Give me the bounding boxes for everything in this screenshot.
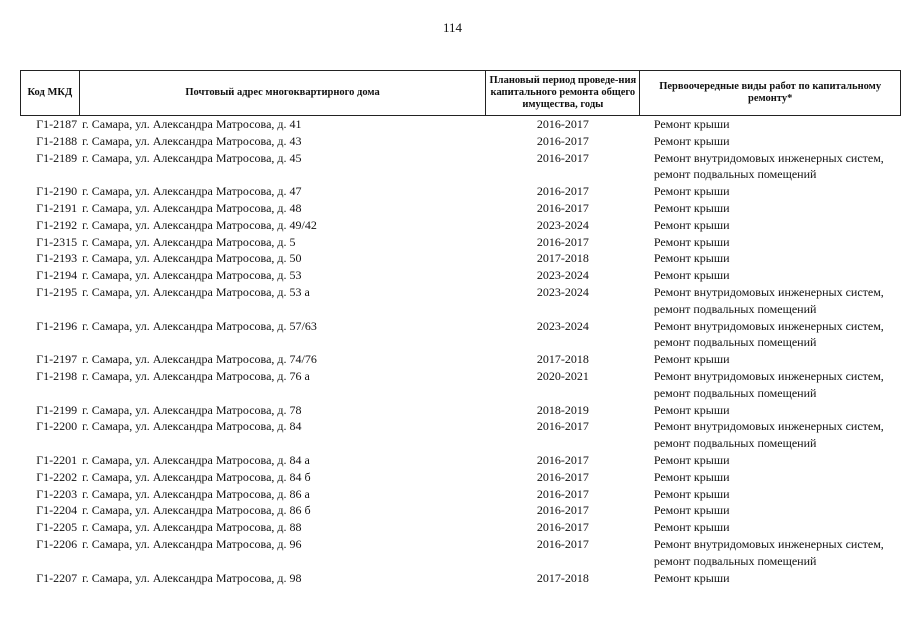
address-cell: г. Самара, ул. Александра Матросова, д. 41	[82, 117, 302, 131]
header-period: Плановый период проведе-ния капитального ремонта общего имущества, годы	[486, 71, 640, 116]
mkd-code-cell: Г1-2194	[36, 268, 78, 283]
works-line: Ремонт крыши	[653, 570, 730, 585]
mkd-code-cell: Г1-2202	[36, 469, 78, 484]
works-line: Ремонт крыши	[653, 133, 730, 148]
works-line: Ремонт крыши	[653, 486, 730, 501]
works-cell	[640, 200, 901, 217]
period-cell: 2016-2017	[536, 503, 589, 518]
address-cell: г. Самара, ул. Александра Матросова, д. 78	[82, 402, 302, 417]
page-number: 114	[442, 20, 463, 35]
works-cell	[640, 183, 901, 200]
period-cell: 2020-2021	[536, 368, 589, 383]
mkd-code-cell: Г1-2206	[36, 536, 78, 551]
mkd-code-cell: Г1-2201	[36, 452, 78, 467]
works-line: Ремонт внутридомовых инженерных систем,	[653, 150, 884, 165]
works-cell	[640, 452, 901, 469]
table-row	[21, 133, 901, 150]
mkd-code-cell: Г1-2195	[36, 284, 78, 299]
table-row	[21, 150, 901, 184]
works-line: Ремонт внутридомовых инженерных систем,	[653, 318, 884, 333]
table-row	[21, 250, 901, 267]
works-cell	[640, 284, 901, 318]
works-cell	[640, 217, 901, 234]
period-cell: 2016-2017	[536, 419, 589, 434]
works-line: Ремонт внутридомовых инженерных систем,	[653, 419, 884, 434]
address-cell: г. Самара, ул. Александра Матросова, д. 96	[82, 536, 302, 551]
mkd-code-cell: Г1-2187	[36, 117, 78, 131]
address-cell: г. Самара, ул. Александра Матросова, д. 76 а	[82, 368, 310, 383]
address-cell: г. Самара, ул. Александра Матросова, д. 74/76	[82, 352, 317, 367]
works-line: Ремонт внутридомовых инженерных систем,	[653, 368, 884, 383]
address-cell: г. Самара, ул. Александра Матросова, д. 43	[82, 133, 302, 148]
mkd-code-cell: Г1-2190	[36, 184, 78, 199]
table-body	[21, 116, 901, 587]
period-cell: 2016-2017	[536, 234, 589, 249]
works-cell	[640, 133, 901, 150]
table-row	[21, 318, 901, 352]
period-cell: 2016-2017	[536, 117, 589, 131]
mkd-code-cell: Г1-2188	[36, 133, 78, 148]
period-cell: 2016-2017	[536, 520, 589, 535]
table-row	[21, 234, 901, 251]
works-line: Ремонт крыши	[653, 503, 730, 518]
works-cell	[640, 234, 901, 251]
works-cell	[640, 368, 901, 402]
period-cell: 2016-2017	[536, 469, 589, 484]
table-row	[21, 452, 901, 469]
table-row	[21, 116, 901, 133]
works-line: Ремонт крыши	[653, 117, 730, 131]
address-cell: г. Самара, ул. Александра Матросова, д. 84 б	[82, 469, 311, 484]
works-cell	[640, 250, 901, 267]
period-cell: 2016-2017	[536, 133, 589, 148]
mkd-code-cell: Г1-2203	[36, 486, 78, 501]
period-cell: 2017-2018	[536, 570, 589, 585]
works-line: ремонт подвальных помещений	[653, 385, 817, 400]
works-line: ремонт подвальных помещений	[653, 167, 817, 182]
mkd-code-cell: Г1-2197	[36, 352, 78, 367]
mkd-code-cell: Г1-2191	[36, 200, 78, 215]
works-cell	[640, 150, 901, 184]
table-row	[21, 402, 901, 419]
period-cell: 2016-2017	[536, 536, 589, 551]
table-row	[21, 570, 901, 587]
table-row	[21, 267, 901, 284]
table-row	[21, 486, 901, 503]
table-row	[21, 469, 901, 486]
period-cell: 2016-2017	[536, 150, 589, 165]
works-line: ремонт подвальных помещений	[653, 301, 817, 316]
mkd-code-cell: Г1-2315	[36, 234, 78, 249]
mkd-code-cell: Г1-2200	[36, 419, 78, 434]
address-cell: г. Самара, ул. Александра Матросова, д. 88	[82, 520, 302, 535]
address-cell: г. Самара, ул. Александра Матросова, д. 49/42	[82, 217, 317, 232]
address-cell: г. Самара, ул. Александра Матросова, д. 53 а	[82, 284, 310, 299]
works-line: Ремонт крыши	[653, 402, 730, 417]
mkd-code-cell: Г1-2205	[36, 520, 78, 535]
works-cell	[640, 267, 901, 284]
works-cell	[640, 486, 901, 503]
period-cell: 2023-2024	[536, 268, 589, 283]
repair-schedule-table	[20, 70, 901, 586]
header-code: Код МКД	[21, 71, 80, 116]
table-header	[21, 71, 901, 116]
works-line: Ремонт внутридомовых инженерных систем,	[653, 284, 884, 299]
works-line: Ремонт крыши	[653, 200, 730, 215]
period-cell: 2016-2017	[536, 452, 589, 467]
works-cell	[640, 502, 901, 519]
works-line: Ремонт крыши	[653, 268, 730, 283]
mkd-code-cell: Г1-2189	[36, 150, 78, 165]
works-cell	[640, 351, 901, 368]
address-cell: г. Самара, ул. Александра Матросова, д. 48	[82, 200, 302, 215]
table-row	[21, 502, 901, 519]
mkd-code-cell: Г1-2196	[36, 318, 78, 333]
works-cell	[640, 402, 901, 419]
works-cell	[640, 469, 901, 486]
period-cell: 2016-2017	[536, 200, 589, 215]
period-cell: 2018-2019	[536, 402, 589, 417]
works-cell	[640, 116, 901, 133]
table-row	[21, 200, 901, 217]
mkd-code-cell: Г1-2198	[36, 368, 78, 383]
period-cell: 2017-2018	[536, 251, 589, 266]
works-line: Ремонт крыши	[653, 452, 730, 467]
table-row	[21, 183, 901, 200]
works-line: ремонт подвальных помещений	[653, 436, 817, 451]
address-cell: г. Самара, ул. Александра Матросова, д. 47	[82, 184, 302, 199]
works-line: Ремонт крыши	[653, 520, 730, 535]
mkd-code-cell: Г1-2207	[36, 570, 78, 585]
address-cell: г. Самара, ул. Александра Матросова, д. 86 а	[82, 486, 310, 501]
period-cell: 2023-2024	[536, 284, 589, 299]
header-row	[21, 71, 901, 116]
works-cell	[640, 519, 901, 536]
works-line: Ремонт крыши	[653, 217, 730, 232]
works-line: Ремонт крыши	[653, 352, 730, 367]
table-row	[21, 284, 901, 318]
works-cell	[640, 418, 901, 452]
works-line: Ремонт крыши	[653, 469, 730, 484]
period-cell: 2023-2024	[536, 217, 589, 232]
mkd-code-cell: Г1-2193	[36, 251, 78, 266]
header-address: Почтовый адрес многоквартирного дома	[79, 71, 486, 116]
period-cell: 2023-2024	[536, 318, 589, 333]
table-row	[21, 536, 901, 570]
table-row	[21, 418, 901, 452]
address-cell: г. Самара, ул. Александра Матросова, д. 50	[82, 251, 302, 266]
address-cell: г. Самара, ул. Александра Матросова, д. 57/63	[82, 318, 317, 333]
table-row	[21, 368, 901, 402]
mkd-code-cell: Г1-2204	[36, 503, 78, 518]
address-cell: г. Самара, ул. Александра Матросова, д. 5	[82, 234, 296, 249]
works-line: Ремонт внутридомовых инженерных систем,	[653, 536, 884, 551]
address-cell: г. Самара, ул. Александра Матросова, д. 45	[82, 150, 302, 165]
period-cell: 2017-2018	[536, 352, 589, 367]
works-cell	[640, 570, 901, 587]
mkd-code-cell: Г1-2192	[36, 217, 78, 232]
works-line: Ремонт крыши	[653, 184, 730, 199]
address-cell: г. Самара, ул. Александра Матросова, д. 98	[82, 570, 302, 585]
address-cell: г. Самара, ул. Александра Матросова, д. 86 б	[82, 503, 311, 518]
address-cell: г. Самара, ул. Александра Матросова, д. 53	[82, 268, 302, 283]
works-cell	[640, 318, 901, 352]
works-line: Ремонт крыши	[653, 251, 730, 266]
works-cell	[640, 536, 901, 570]
works-line: ремонт подвальных помещений	[653, 335, 817, 350]
works-line: ремонт подвальных помещений	[653, 553, 817, 568]
period-cell: 2016-2017	[536, 184, 589, 199]
address-cell: г. Самара, ул. Александра Матросова, д. 84	[82, 419, 302, 434]
header-works: Первоочередные виды работ по капитальному ремонту*	[640, 71, 901, 116]
address-cell: г. Самара, ул. Александра Матросова, д. 84 а	[82, 452, 310, 467]
table-row	[21, 217, 901, 234]
period-cell: 2016-2017	[536, 486, 589, 501]
table-row	[21, 519, 901, 536]
works-line: Ремонт крыши	[653, 234, 730, 249]
mkd-code-cell: Г1-2199	[36, 402, 78, 417]
table-row	[21, 351, 901, 368]
